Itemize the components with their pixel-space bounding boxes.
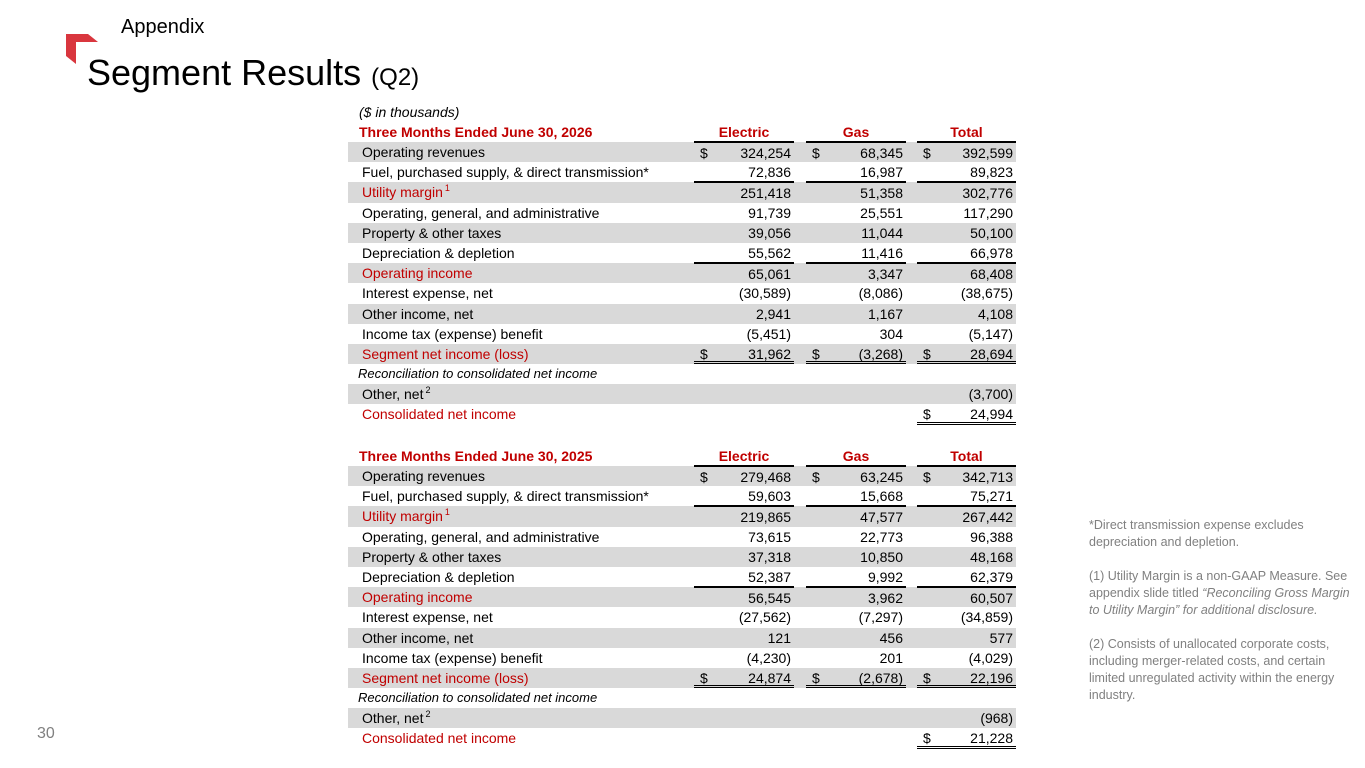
cell-gas-value: 201: [879, 649, 903, 666]
cell-electric-value: (27,562): [738, 609, 791, 626]
cell-electric-value: 121: [767, 629, 791, 646]
currency-symbol: $: [923, 406, 931, 423]
row-label: Operating, general, and administrative: [362, 528, 600, 545]
cell-total: [917, 466, 1016, 486]
cell-total: [917, 668, 1016, 688]
cell-total: [917, 547, 1016, 567]
cell-gas: [806, 223, 906, 243]
cell-electric-value: 324,254: [740, 145, 791, 161]
cell-gas: [806, 243, 906, 263]
cell-total: [917, 384, 1016, 404]
cell-total: [917, 628, 1016, 648]
cell-total-value: 22,196: [970, 669, 1013, 686]
cell-electric: [694, 142, 794, 162]
page-title-main: Segment Results: [87, 52, 362, 93]
row-label: Interest expense, net: [362, 609, 493, 626]
page-title-suffix: (Q2): [371, 64, 420, 91]
cell-total: [917, 182, 1016, 202]
row-label: Other income, net: [362, 305, 474, 322]
cell-total-value: (38,675): [960, 285, 1013, 302]
cell-gas-value: 63,245: [860, 469, 903, 485]
cell-electric-value: 251,418: [740, 185, 791, 202]
footnote-2: (2) Consists of unallocated corporate costs, including merger-related costs, and certain limited unregulated activity within the energy industry.: [1089, 637, 1335, 702]
cell-gas-value: 304: [879, 325, 903, 342]
row-label: Operating income: [362, 589, 473, 606]
cell-electric-value: 31,962: [748, 345, 791, 362]
cell-total-value: 28,694: [970, 345, 1013, 362]
row-label: Consolidated net income: [362, 406, 517, 423]
cell-electric: [694, 263, 794, 283]
table-header: [348, 122, 1016, 142]
cell-gas-value: (3,268): [858, 345, 903, 362]
col-gas: Gas: [806, 122, 906, 142]
cell-electric-value: (5,451): [746, 325, 791, 342]
table-period-title: Three Months Ended June 30, 2025: [359, 448, 593, 464]
segment-table-2026: [348, 122, 1016, 425]
row-label: Other, net $^2$: [362, 709, 431, 727]
cell-gas-value: 3,347: [867, 266, 903, 283]
cell-total: [917, 587, 1016, 607]
cell-total: [917, 223, 1016, 243]
cell-gas-value: 456: [879, 629, 903, 646]
table-row: [348, 668, 1016, 688]
cell-electric-value: 59,603: [748, 488, 791, 505]
cell-gas: [806, 466, 906, 486]
currency-symbol: $: [923, 730, 931, 747]
cell-electric-value: 65,061: [748, 266, 791, 283]
table-row: [348, 547, 1016, 567]
cell-gas-value: 11,416: [861, 244, 903, 261]
cell-gas-value: 25,551: [860, 204, 903, 221]
currency-symbol: $: [923, 345, 931, 362]
currency-symbol: $: [923, 669, 931, 686]
table-row: [348, 243, 1016, 263]
table-header: [348, 446, 1016, 466]
cell-total: [917, 203, 1016, 223]
table-row: [348, 364, 1016, 384]
cell-gas: [806, 628, 906, 648]
cell-electric-value: 73,615: [748, 528, 791, 545]
cell-gas-value: 10,850: [860, 548, 903, 565]
cell-electric: [694, 223, 794, 243]
footnote-ref: 1: [444, 183, 450, 194]
row-label: Fuel, purchased supply, & direct transmission*: [362, 488, 649, 505]
row-label: Income tax (expense) benefit: [362, 649, 543, 666]
table-period-title: Three Months Ended June 30, 2026: [359, 124, 593, 140]
row-label: Segment net income (loss): [362, 669, 529, 686]
segment-table-2025: [348, 446, 1016, 749]
cell-total-value: 62,379: [970, 568, 1013, 585]
cell-total-value: (3,700): [968, 386, 1013, 403]
currency-symbol: $: [700, 669, 708, 686]
footnote-ref: 2: [425, 385, 431, 396]
cell-total: [917, 527, 1016, 547]
cell-total-value: (5,147): [968, 325, 1013, 342]
cell-gas: [806, 547, 906, 567]
row-label: Income tax (expense) benefit: [362, 325, 543, 342]
cell-gas: [806, 567, 906, 587]
row-label: Depreciation & depletion: [362, 568, 515, 585]
row-label: Other, net $^2$: [362, 385, 431, 403]
table-row: [348, 688, 1016, 708]
cell-gas-value: 51,358: [860, 185, 903, 202]
cell-electric: [694, 587, 794, 607]
col-electric: Electric: [694, 446, 794, 466]
row-label: Consolidated net income: [362, 730, 517, 747]
cell-gas-value: (2,678): [858, 669, 903, 686]
cell-electric-value: 219,865: [740, 509, 791, 526]
cell-total-value: 4,108: [977, 305, 1013, 322]
currency-symbol: $: [700, 469, 708, 485]
col-total: Total: [917, 446, 1016, 466]
cell-gas: [806, 263, 906, 283]
footnote-1: (1) Utility Margin is a non-GAAP Measure. See appendix slide titled “Reconciling Gross Margin to Utility Margin” for additional disclosure.: [1089, 569, 1350, 617]
cell-total: [917, 142, 1016, 162]
cell-gas-value: 22,773: [860, 528, 903, 545]
table-row: [348, 344, 1016, 364]
cell-total-value: 50,100: [970, 224, 1013, 241]
cell-total-value: (968): [980, 710, 1013, 727]
row-label: Interest expense, net: [362, 285, 493, 302]
cell-electric-value: (4,230): [746, 649, 791, 666]
cell-total: [917, 708, 1016, 728]
cell-electric: [694, 648, 794, 668]
cell-total-value: 117,290: [963, 204, 1013, 221]
page-number: 30: [37, 725, 55, 742]
table-row: [348, 708, 1016, 728]
cell-electric: [694, 162, 794, 182]
table-row: [348, 384, 1016, 404]
table-row: [348, 162, 1016, 182]
cell-electric-value: 37,318: [748, 548, 791, 565]
cell-gas: [806, 486, 906, 506]
cell-electric-value: 56,545: [748, 590, 791, 607]
cell-electric: [694, 506, 794, 526]
cell-electric: [694, 324, 794, 344]
cell-total-value: 96,388: [970, 528, 1013, 545]
footnote-ref: 2: [425, 709, 431, 720]
cell-total: [917, 263, 1016, 283]
cell-total: [917, 344, 1016, 364]
table-row: [348, 587, 1016, 607]
cell-total-value: (4,029): [968, 649, 1013, 666]
row-label: Property & other taxes: [362, 224, 502, 241]
row-label: Segment net income (loss): [362, 345, 529, 362]
cell-gas-value: (8,086): [858, 285, 903, 302]
cell-gas: [806, 506, 906, 526]
cell-total: [917, 506, 1016, 526]
col-total: Total: [917, 122, 1016, 142]
table-row: [348, 486, 1016, 506]
table-row: [348, 223, 1016, 243]
cell-total-value: 66,978: [970, 244, 1013, 261]
cell-gas-value: (7,297): [858, 609, 903, 626]
table-row: [348, 203, 1016, 223]
currency-symbol: $: [923, 145, 931, 161]
cell-total-value: 342,713: [962, 469, 1013, 485]
cell-electric: [694, 567, 794, 587]
cell-total-value: 392,599: [962, 145, 1013, 161]
table-row: [348, 567, 1016, 587]
cell-total-value: 577: [989, 629, 1013, 646]
cell-total-value: 68,408: [970, 266, 1013, 283]
footnotes: [1089, 517, 1351, 721]
cell-gas: [806, 344, 906, 364]
cell-electric: [694, 283, 794, 303]
cell-electric: [694, 486, 794, 506]
row-label: Operating income: [362, 265, 473, 282]
cell-gas: [806, 324, 906, 344]
row-label: Operating revenues: [362, 144, 485, 160]
cell-electric-value: 52,387: [748, 568, 791, 585]
row-label: Reconciliation to consolidated net income: [358, 690, 598, 706]
cell-electric: [694, 344, 794, 364]
table-row: [348, 648, 1016, 668]
cell-gas: [806, 648, 906, 668]
cell-electric: [694, 466, 794, 486]
table-row: [348, 263, 1016, 283]
units-note: ($ in thousands): [359, 104, 460, 120]
row-label: Operating revenues: [362, 468, 485, 484]
cell-electric: [694, 527, 794, 547]
cell-gas: [806, 162, 906, 182]
cell-total: [917, 567, 1016, 587]
cell-gas: [806, 142, 906, 162]
table-row: [348, 466, 1016, 486]
footnote-star: *Direct transmission expense excludes depreciation and depletion.: [1089, 518, 1304, 549]
page-title: [87, 52, 419, 94]
cell-gas: [806, 607, 906, 627]
row-label: Fuel, purchased supply, & direct transmission*: [362, 164, 649, 181]
row-label: Depreciation & depletion: [362, 244, 515, 261]
cell-total-value: 60,507: [970, 590, 1013, 607]
cell-total-value: 75,271: [970, 488, 1013, 505]
cell-electric: [694, 243, 794, 263]
cell-total-value: 267,442: [962, 509, 1013, 526]
table-row: [348, 527, 1016, 547]
cell-gas: [806, 527, 906, 547]
cell-gas: [806, 182, 906, 202]
cell-gas-value: 3,962: [867, 590, 903, 607]
cell-total-value: 21,228: [970, 730, 1013, 747]
cell-total-value: (34,859): [960, 609, 1013, 626]
cell-electric: [694, 182, 794, 202]
currency-symbol: $: [923, 469, 931, 485]
table-row: [348, 728, 1016, 748]
cell-total: [917, 283, 1016, 303]
table-row: [348, 506, 1016, 526]
cell-total-value: 89,823: [970, 164, 1013, 181]
cell-gas-value: 16,987: [860, 164, 903, 181]
table-row: [348, 283, 1016, 303]
cell-gas-value: 9,992: [867, 568, 903, 585]
cell-electric: [694, 203, 794, 223]
cell-electric: [694, 304, 794, 324]
section-label: Appendix: [121, 16, 205, 38]
cell-total: [917, 648, 1016, 668]
cell-electric-value: 91,739: [748, 204, 791, 221]
currency-symbol: $: [812, 345, 820, 362]
cell-total: [917, 304, 1016, 324]
cell-electric-value: 39,056: [748, 224, 791, 241]
cell-electric: [694, 628, 794, 648]
currency-symbol: $: [700, 345, 708, 362]
currency-symbol: $: [812, 469, 820, 485]
cell-gas: [806, 283, 906, 303]
currency-symbol: $: [812, 145, 820, 161]
currency-symbol: $: [812, 669, 820, 686]
cell-electric: [694, 607, 794, 627]
cell-gas: [806, 587, 906, 607]
table-row: [348, 607, 1016, 627]
cell-total: [917, 243, 1016, 263]
cell-gas-value: 15,668: [860, 488, 903, 505]
cell-total: [917, 324, 1016, 344]
cell-gas-value: 11,044: [861, 224, 903, 241]
cell-total: [917, 486, 1016, 506]
currency-symbol: $: [700, 145, 708, 161]
cell-electric-value: 55,562: [748, 244, 791, 261]
cell-electric-value: 72,836: [748, 164, 791, 181]
cell-electric-value: 24,874: [748, 669, 791, 686]
col-gas: Gas: [806, 446, 906, 466]
table-row: [348, 182, 1016, 202]
row-label: Other income, net: [362, 629, 474, 646]
cell-electric-value: (30,589): [738, 285, 791, 302]
cell-electric-value: 2,941: [755, 305, 791, 322]
cell-total-value: 302,776: [962, 185, 1013, 202]
cell-total-value: 24,994: [970, 406, 1013, 423]
table-row: [348, 142, 1016, 162]
cell-gas: [806, 668, 906, 688]
table-row: [348, 304, 1016, 324]
cell-electric: [694, 547, 794, 567]
cell-gas: [806, 203, 906, 223]
cell-gas: [806, 304, 906, 324]
row-label: Property & other taxes: [362, 548, 502, 565]
table-row: [348, 628, 1016, 648]
cell-total: [917, 404, 1016, 424]
row-label: Utility margin $^1$: [362, 183, 450, 201]
row-label: Reconciliation to consolidated net income: [358, 366, 598, 382]
cell-total: [917, 162, 1016, 182]
cell-gas-value: 47,577: [860, 509, 903, 526]
cell-gas-value: 1,167: [867, 305, 903, 322]
row-label: Utility margin $^1$: [362, 507, 450, 525]
cell-electric-value: 279,468: [740, 469, 791, 485]
cell-total: [917, 728, 1016, 748]
cell-gas-value: 68,345: [860, 145, 903, 161]
cell-electric: [694, 668, 794, 688]
table-row: [348, 324, 1016, 344]
footnote-ref: 1: [444, 507, 450, 518]
table-row: [348, 404, 1016, 424]
cell-total: [917, 607, 1016, 627]
row-label: Operating, general, and administrative: [362, 204, 600, 221]
cell-total-value: 48,168: [970, 548, 1013, 565]
col-electric: Electric: [694, 122, 794, 142]
